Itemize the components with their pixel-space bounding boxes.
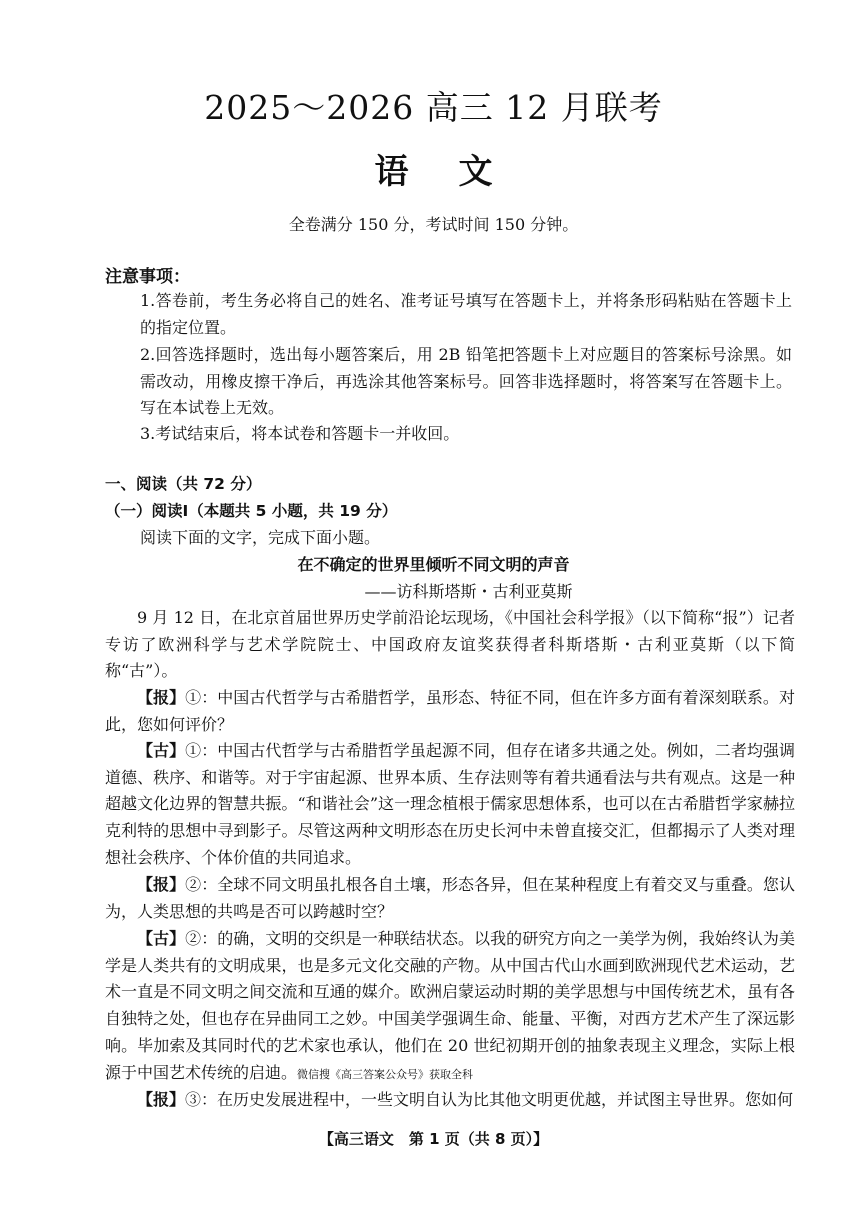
speaker-tag: 【报】 [137, 875, 186, 894]
paragraph-text: ③：在历史发展进程中，一些文明自认为比其他文明更优越，并试图主导世界。您如何 [185, 1090, 794, 1109]
notice-item-2: 2.回答选择题时，选出每小题答案后，用 2B 铅笔把答题卡上对应题目的答案标号涂黑。如需改动，用橡皮擦干净后，再选涂其他答案标号。回答非选择题时，将答案写在答题卡上。写在本试卷上无效。 [140, 345, 792, 418]
paragraph-text: ②：的确，文明的交织是一种联结状态。以我的研究方向之一美学为例，我始终认为美学是人类共有的文明成果，也是多元文化交融的产物。从中国古代山水画到欧洲现代艺术运动，艺术一直是不同文明之间交流和互通的媒介。欧洲启蒙运动时期的美学思想与中国传统艺术，虽有各自独特之处，但也存在异曲同工之妙。中国美学强调生命、能量、平衡，对西方艺术产生了深远影响。毕加索及其同时代的艺术家也承认，他们在 20 世纪初期开创的抽象表现主义理念，实际上根源于中国艺术传统的启迪。 [105, 929, 795, 1082]
section-reading1: （一）阅读Ⅰ（本题共 5 小题，共 19 分） [105, 502, 398, 520]
speaker-tag: 【报】 [137, 688, 186, 707]
section-instruction: 阅读下面的文字，完成下面小题。 [140, 528, 381, 547]
article-paragraph [105, 685, 795, 738]
exam-title: 2025～2026 高三 12 月联考 [204, 88, 663, 127]
article-paragraph [105, 926, 795, 1088]
article-subtitle: ——访科斯塔斯・古利亚莫斯 [364, 582, 573, 601]
paragraph-text: ②：全球不同文明虽扎根各自土壤，形态各异，但在某种程度上有着交叉与重叠。您认为，人类思想的共鸣是否可以跨越时空？ [105, 875, 795, 921]
section-part1: 一、阅读（共 72 分） [105, 475, 262, 493]
subject-title: 语文 [374, 152, 543, 192]
notice-heading: 注意事项： [105, 267, 190, 287]
watermark-note: 微信搜《高三答案公众号》获取全科 [297, 1067, 474, 1081]
notice-item-3: 3.考试结束后，将本试卷和答题卡一并收回。 [140, 424, 460, 443]
article-title: 在不确定的世界里倾听不同文明的声音 [297, 555, 570, 574]
article-paragraph [105, 738, 795, 872]
speaker-tag: 【古】 [137, 741, 186, 760]
speaker-tag: 【报】 [137, 1090, 186, 1109]
paragraph-text: ①：中国古代哲学与古希腊哲学，虽形态、特征不同，但在许多方面有着深刻联系。对此，您如何评价？ [105, 688, 795, 734]
article-paragraph [105, 872, 795, 925]
speaker-tag: 【古】 [137, 929, 186, 948]
page-footer: 【高三语文 第 1 页（共 8 页）】 [318, 1130, 549, 1148]
notice-item-1: 1.答卷前，考生务必将自己的姓名、准考证号填写在答题卡上，并将条形码粘贴在答题卡上的指定位置。 [140, 291, 792, 337]
paragraph-text: ①：中国古代哲学与古希腊哲学虽起源不同，但存在诸多共通之处。例如，二者均强调道德、秩序、和谐等。对于宇宙起源、世界本质、生存法则等有着共通看法与共有观点。这是一种超越文化边界的智慧共振。“和谐社会”这一理念植根于儒家思想体系，也可以在古希腊哲学家赫拉克利特的思想中寻到影子。尽管这两种文明形态在历史长河中未曾直接交汇，但都揭示了人类对理想社会秩序、个体价值的共同追求。 [105, 741, 795, 867]
full-score-line: 全卷满分 150 分，考试时间 150 分钟。 [288, 215, 579, 234]
article-paragraph [105, 1087, 795, 1114]
article-intro: 9 月 12 日，在北京首届世界历史学前沿论坛现场，《中国社会科学报》（以下简称“报”）记者专访了欧洲科学与艺术学院院士、中国政府友谊奖获得者科斯塔斯・古利亚莫斯（以下简称“古”）。 [105, 608, 795, 681]
